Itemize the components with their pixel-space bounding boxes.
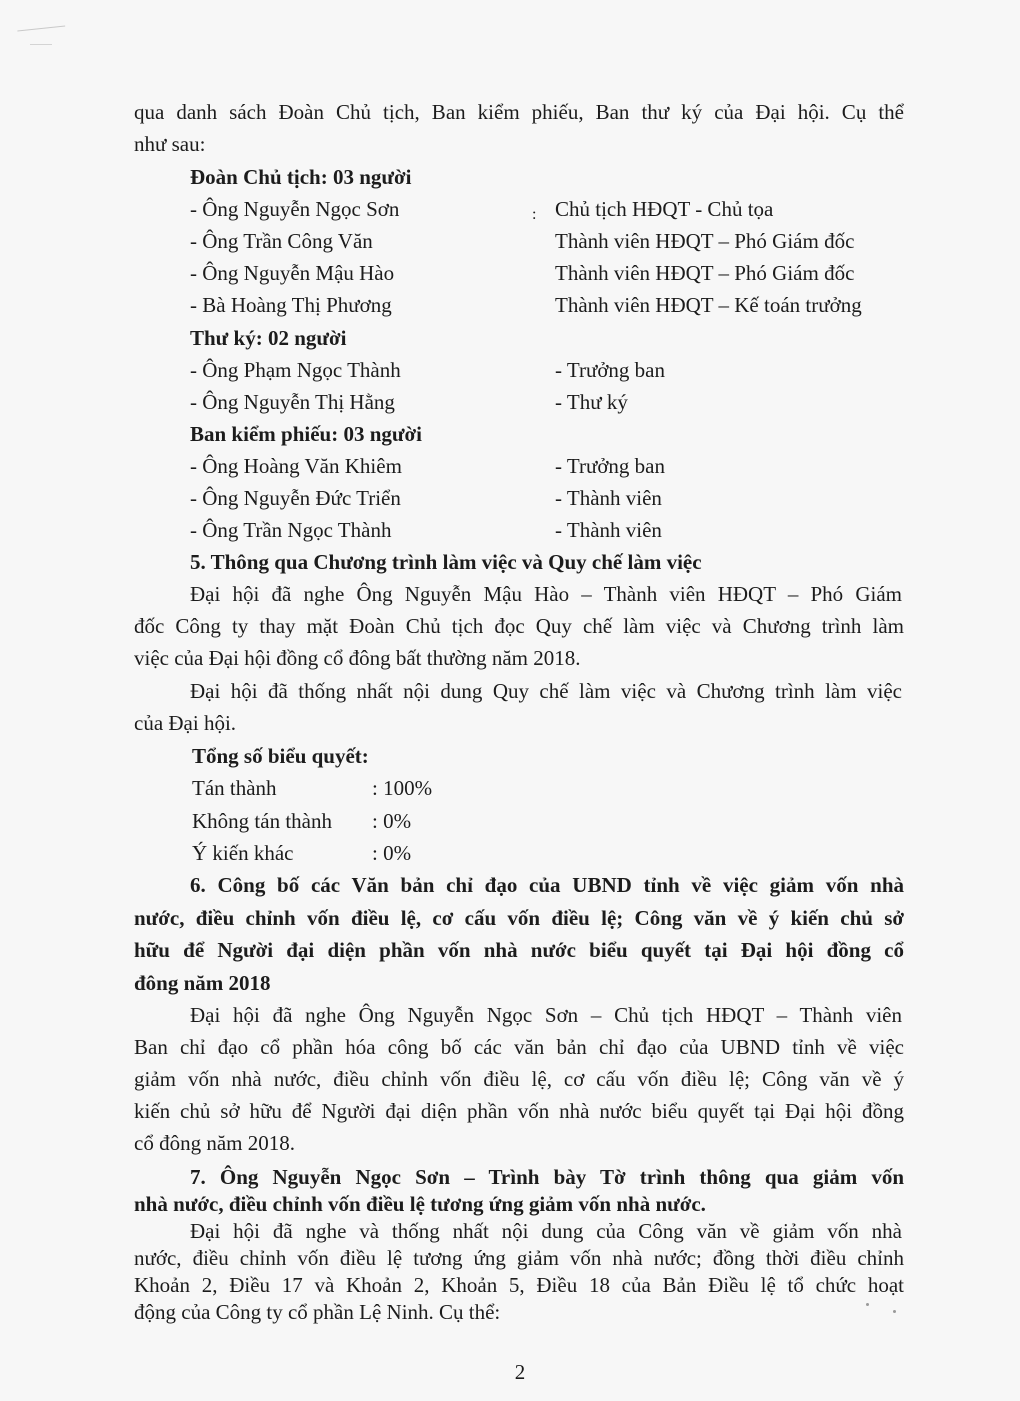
vote-value: : 0%	[372, 841, 412, 865]
paragraph-line: việc của Đại hội đồng cổ đông bất thường năm 2018.	[134, 646, 581, 670]
secretary-member-role: - Trưởng ban	[555, 358, 666, 382]
vote-label: Ý kiến khác	[192, 841, 294, 865]
stray-colon: :	[532, 206, 537, 223]
section-6-heading: nước, điều chỉnh vốn điều lệ, cơ cấu vốn điều lệ; Công văn về ý kiến chủ sở	[134, 906, 904, 930]
paragraph-line: cổ đông năm 2018.	[134, 1131, 295, 1155]
secretary-member-role: - Thư ký	[555, 390, 628, 414]
paragraph-line: Đại hội đã nghe và thống nhất nội dung của Công văn về giảm vốn nhà	[190, 1219, 902, 1243]
ballot-member-role: - Thành viên	[555, 518, 662, 542]
ballot-member-name: - Ông Hoàng Văn Khiêm	[190, 454, 402, 478]
section-7-heading: 7. Ông Nguyễn Ngọc Sơn – Trình bày Tờ trình thông qua giảm vốn	[190, 1165, 904, 1189]
paragraph-line: Đại hội đã nghe Ông Nguyễn Mậu Hào – Thành viên HĐQT – Phó Giám	[190, 582, 902, 606]
section-5-heading: 5. Thông qua Chương trình làm việc và Quy chế làm việc	[190, 550, 702, 574]
secretary-heading: Thư ký: 02 người	[190, 326, 347, 350]
paragraph-line: như sau:	[134, 132, 206, 156]
paragraph-line: động của Công ty cổ phần Lệ Ninh. Cụ thể:	[134, 1300, 501, 1324]
chairman-member-name: - Ông Nguyễn Ngọc Sơn	[190, 197, 400, 221]
chairman-heading: Đoàn Chủ tịch: 03 người	[190, 165, 412, 189]
paragraph-line: Ban chỉ đạo cổ phần hóa công bố các văn bản chỉ đạo của UBND tỉnh về việc	[134, 1035, 904, 1059]
vote-value: : 0%	[372, 809, 412, 833]
vote-heading: Tổng số biểu quyết:	[192, 744, 369, 768]
vote-value: : 100%	[372, 776, 433, 800]
paragraph-line: nước, điều chỉnh vốn điều lệ tương ứng giảm vốn nhà nước; đồng thời điều chỉnh	[134, 1246, 904, 1270]
paragraph-line: giảm vốn nhà nước, điều chỉnh vốn điều lệ, cơ cấu vốn điều lệ; Công văn về ý	[134, 1067, 904, 1091]
paragraph-line: đốc Công ty thay mặt Đoàn Chủ tịch đọc Quy chế làm việc và Chương trình làm	[134, 614, 904, 638]
vote-label: Tán thành	[192, 776, 277, 800]
scan-speck	[866, 1303, 869, 1306]
paragraph-line: của Đại hội.	[134, 711, 237, 735]
scan-mark	[30, 44, 52, 45]
ballot-member-name: - Ông Nguyễn Đức Triển	[190, 486, 401, 510]
section-6-heading: hữu để Người đại diện phần vốn nhà nước biểu quyết tại Đại hội đồng cổ	[134, 938, 904, 962]
paragraph-line: qua danh sách Đoàn Chủ tịch, Ban kiểm phiếu, Ban thư ký của Đại hội. Cụ thể	[134, 100, 904, 124]
paragraph-line: Khoản 2, Điều 17 và Khoản 2, Khoản 5, Điều 18 của Bản Điều lệ tổ chức hoạt	[134, 1273, 904, 1297]
chairman-member-name: - Bà Hoàng Thị Phương	[190, 293, 392, 317]
vote-label: Không tán thành	[192, 809, 332, 833]
paragraph-line: Đại hội đã thống nhất nội dung Quy chế làm việc và Chương trình làm việc	[190, 679, 902, 703]
paragraph-line: kiến chủ sở hữu để Người đại diện phần vốn nhà nước biểu quyết tại Đại hội đồng	[134, 1099, 904, 1123]
chairman-member-role: Thành viên HĐQT – Phó Giám đốc	[555, 229, 855, 253]
chairman-member-name: - Ông Nguyễn Mậu Hào	[190, 261, 395, 285]
section-6-heading: đông năm 2018	[134, 971, 271, 995]
section-7-heading: nhà nước, điều chỉnh vốn điều lệ tương ứng giảm vốn nhà nước.	[134, 1192, 706, 1216]
section-6-heading: 6. Công bố các Văn bản chỉ đạo của UBND tỉnh về việc giảm vốn nhà	[190, 873, 904, 897]
secretary-member-name: - Ông Phạm Ngọc Thành	[190, 358, 401, 382]
ballot-member-name: - Ông Trần Ngọc Thành	[190, 518, 392, 542]
page-number: 2	[514, 1360, 526, 1384]
paragraph-line: Đại hội đã nghe Ông Nguyễn Ngọc Sơn – Chủ tịch HĐQT – Thành viên	[190, 1003, 902, 1027]
scan-mark	[17, 26, 66, 46]
ballot-member-role: - Trưởng ban	[555, 454, 666, 478]
ballot-member-role: - Thành viên	[555, 486, 662, 510]
chairman-member-role: Thành viên HĐQT – Kế toán trưởng	[555, 293, 862, 317]
ballot-heading: Ban kiểm phiếu: 03 người	[190, 422, 422, 446]
chairman-member-name: - Ông Trần Công Văn	[190, 229, 373, 253]
chairman-member-role: Thành viên HĐQT – Phó Giám đốc	[555, 261, 855, 285]
chairman-member-role: Chủ tịch HĐQT - Chủ tọa	[555, 197, 774, 221]
scan-speck	[893, 1310, 896, 1313]
secretary-member-name: - Ông Nguyễn Thị Hằng	[190, 390, 395, 414]
